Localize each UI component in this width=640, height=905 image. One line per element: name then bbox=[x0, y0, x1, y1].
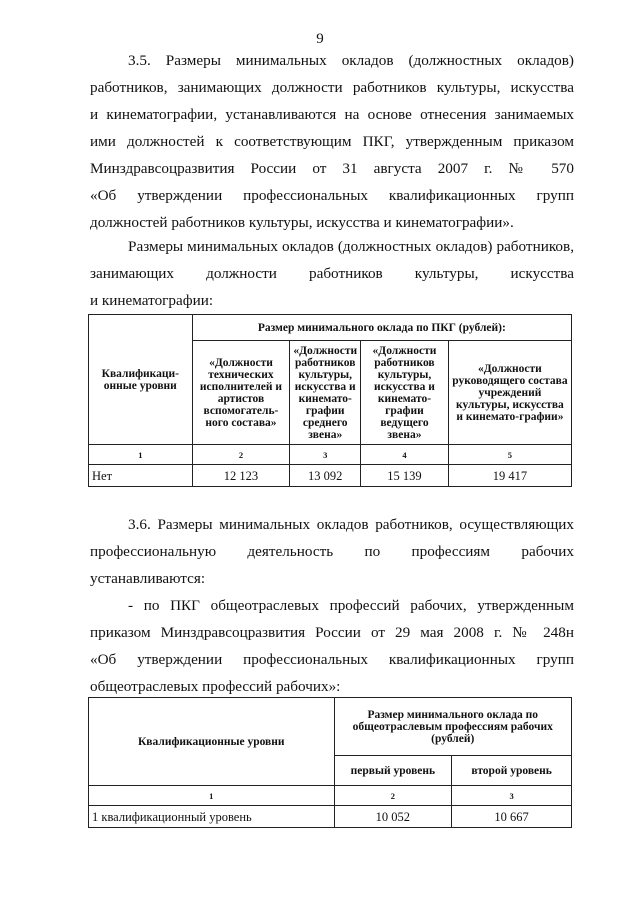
column-number: 2 bbox=[334, 786, 452, 806]
page-number: 9 bbox=[316, 31, 324, 47]
text-line: устанавливаются: bbox=[90, 570, 206, 587]
row-label: Нет bbox=[89, 465, 193, 487]
section-3-5-intro bbox=[90, 233, 574, 314]
column-number: 4 bbox=[361, 445, 449, 465]
table-row bbox=[89, 806, 572, 828]
text-line: должностей работников культуры, искусства и кинематографии». bbox=[90, 214, 514, 231]
text-line: приказом Минздравсоцразвития России от 29 мая 2008 г. № 248н bbox=[90, 624, 574, 641]
salary-value: 10 667 bbox=[452, 806, 572, 828]
salary-value: 12 123 bbox=[192, 465, 290, 487]
table-row bbox=[89, 465, 572, 487]
qualification-levels-header: Квалификационные уровни bbox=[89, 698, 335, 786]
text-line: работников, занимающих должности работников культуры, искусства bbox=[90, 79, 574, 96]
column-header: первый уровень bbox=[334, 756, 452, 786]
text-line: Минздравсоцразвития России от 31 августа 2007 г. № 570 bbox=[90, 160, 574, 177]
salary-value: 15 139 bbox=[361, 465, 449, 487]
column-number: 5 bbox=[448, 445, 571, 465]
salary-value: 10 052 bbox=[334, 806, 452, 828]
text-line: «Об утверждении профессиональных квалификационных групп bbox=[90, 187, 574, 204]
text-line: 3.6. Размеры минимальных окладов работников, осуществляющих bbox=[128, 516, 574, 533]
text-line: общеотраслевых профессий рабочих»: bbox=[90, 678, 341, 695]
section-3-6-sub-paragraph bbox=[90, 592, 574, 700]
workers-salary-table bbox=[88, 697, 572, 828]
pkg-salary-group-header: Размер минимального оклада по ПКГ (рублей): bbox=[192, 315, 571, 341]
section-3-6-paragraph bbox=[90, 511, 574, 592]
text-line: и кинематографии, устанавливаются на основе отнесения занимаемых bbox=[90, 106, 574, 123]
section-3-5-paragraph bbox=[90, 47, 574, 236]
column-number: 1 bbox=[89, 445, 193, 465]
column-header: «Должности руководящего состава учреждений культуры, искусства и кинемато-графии» bbox=[448, 341, 571, 445]
column-number: 3 bbox=[452, 786, 572, 806]
row-label: 1 квалификационный уровень bbox=[89, 806, 335, 828]
column-header: «Должности работников культуры, искусства и кинемато-графии ведущего звена» bbox=[361, 341, 449, 445]
column-number: 1 bbox=[89, 786, 335, 806]
text-line: и кинематографии: bbox=[90, 292, 214, 309]
culture-salary-table bbox=[88, 314, 572, 487]
text-line: «Об утверждении профессиональных квалификационных групп bbox=[90, 651, 574, 668]
text-line: занимающих должности работников культуры, искусства bbox=[90, 265, 574, 282]
salary-value: 19 417 bbox=[448, 465, 571, 487]
text-line: Размеры минимальных окладов (должностных окладов) работников, bbox=[128, 238, 574, 255]
qualification-levels-header: Квалификаци-онные уровни bbox=[89, 315, 193, 445]
column-header: «Должности работников культуры, искусства и кинемато-графии среднего звена» bbox=[290, 341, 361, 445]
text-line: 3.5. Размеры минимальных окладов (должностных окладов) bbox=[128, 52, 574, 69]
salary-value: 13 092 bbox=[290, 465, 361, 487]
text-line: ими должностей к соответствующим ПКГ, утвержденным приказом bbox=[90, 133, 574, 150]
column-header: второй уровень bbox=[452, 756, 572, 786]
column-number: 2 bbox=[192, 445, 290, 465]
column-number: 3 bbox=[290, 445, 361, 465]
column-header: «Должности технических исполнителей и артистов вспомогатель-ного состава» bbox=[192, 341, 290, 445]
text-line: - по ПКГ общеотраслевых профессий рабочих, утвержденным bbox=[128, 597, 574, 614]
workers-salary-group-header: Размер минимального оклада по общеотраслевым профессиям рабочих (рублей) bbox=[334, 698, 572, 756]
text-line: профессиональную деятельность по профессиям рабочих bbox=[90, 543, 574, 560]
